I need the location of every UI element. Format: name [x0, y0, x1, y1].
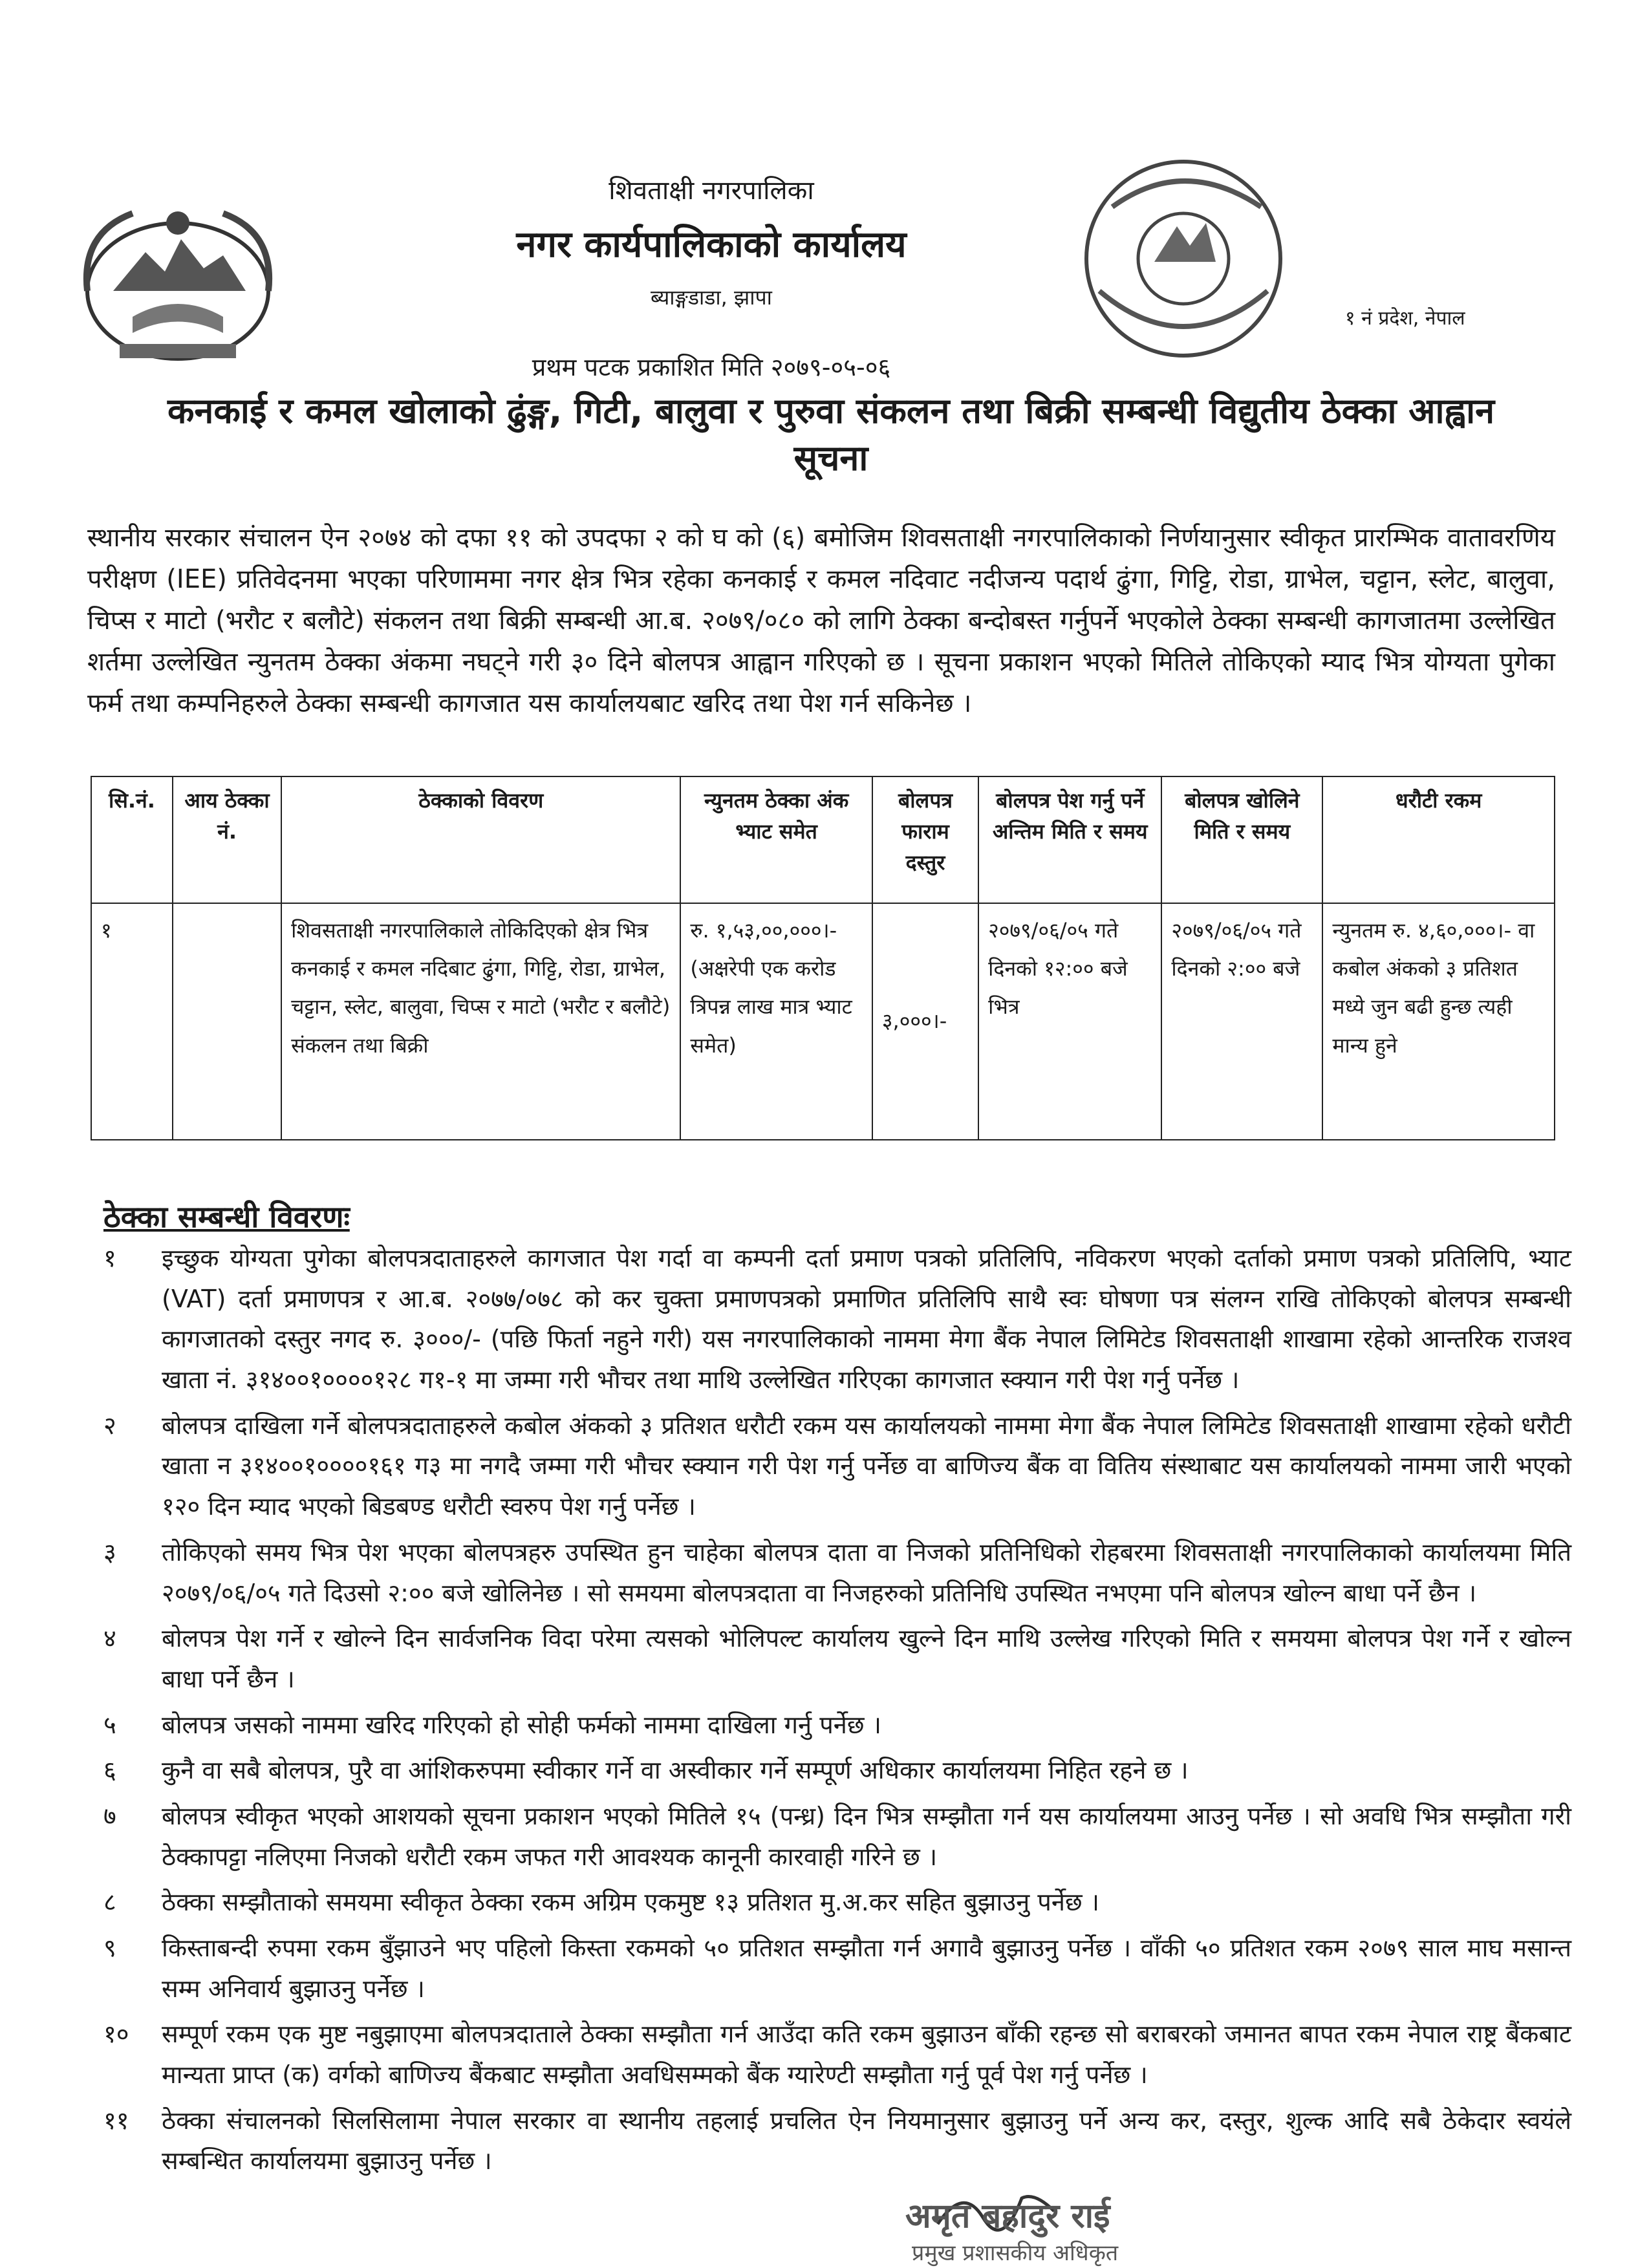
- municipality-name: शिवताक्षी नगरपालिका: [609, 176, 814, 206]
- office-name: नगर कार्यपालिकाको कार्यालय: [516, 224, 907, 266]
- tender-table: [91, 776, 1555, 1140]
- list-item-text: बोलपत्र जसको नाममा खरिद गरिएको हो सोही फर्मको नाममा दाखिला गर्नु पर्नेछ ।: [162, 1710, 882, 1739]
- list-item: [84, 2101, 1571, 2181]
- col-sn: सि.नं.: [91, 776, 173, 903]
- list-item-text: इच्छुक योग्यता पुगेका बोलपत्रदाताहरुले कागजात पेश गर्दा वा कम्पनी दर्ता प्रमाण पत्रको प्रतिलिपि, नविकरण भएको दर्ताको प्रमाण पत्रको प्रतिलिपि, भ्याट (VAT) दर्ता प्रमाणपत्र र आ.ब. २०७७/०७८ को कर चुक्ता प्रमाणपत्रको प्रमाणित प्रतिलिपि साथै स्वः घोषणा पत्र संलग्न राखि तोकिएको बोलपत्र सम्बन्धी कागजातको दस्तुर नगद रु. ३०००/- (पछि फिर्ता नहुने गरी) यस नगरपालिकाको नाममा मेगा बैंक नेपाल लिमिटेड शिवसताक्षी शाखामा रहेको आन्तरिक राजश्व खाता नं. ३१४००१००००१२८ ग१-१ मा जम्मा गरी भौचर तथा माथि उल्लेखित गरिएका कागजात स्क्यान गरी पेश गर्नु पर्नेछ ।: [162, 1244, 1571, 1395]
- list-item-text: ठेक्का सम्झौताको समयमा स्वीकृत ठेक्का रकम अग्रिम एकमुष्ट १३ प्रतिशत मु.अ.कर सहित बुझाउनु पर्नेछ ।: [162, 1888, 1100, 1917]
- list-item: [84, 1238, 1571, 1400]
- cell-opening-time: २०७९/०६/०५ गते दिनको २:०० बजे: [1161, 903, 1322, 1140]
- office-seal-icon: [1073, 149, 1293, 381]
- list-item-number: २: [103, 1411, 116, 1440]
- list-item-text: बोलपत्र पेश गर्ने र खोल्ने दिन सार्वजनिक विदा परेमा त्यसको भोलिपल्ट कार्यालय खुल्ने दिन माथि उल्लेख गरिएको मिति र समयमा बोलपत्र पेश गर्ने र खोल्न बाधा पर्ने छैन ।: [162, 1624, 1571, 1693]
- list-item-text: किस्ताबन्दी रुपमा रकम बुँझाउने भए पहिलो किस्ता रकमको ५० प्रतिशत सम्झौता गर्न अगावै बुझाउनु पर्नेछ । वाँकी ५० प्रतिशत रकम २०७९ साल माघ मसान्त सम्म अनिवार्य बुझाउनु पर्नेछ ।: [162, 1934, 1571, 2003]
- list-item: [84, 1750, 1571, 1791]
- col-form-fee: बोलपत्र फाराम दस्तुर: [872, 776, 978, 903]
- col-deposit: धरौटी रकम: [1322, 776, 1555, 903]
- cell-submission-deadline: २०७९/०६/०५ गते दिनको १२:०० बजे भित्र: [978, 903, 1161, 1140]
- list-item-text: सम्पूर्ण रकम एक मुष्ट नबुझाएमा बोलपत्रदाताले ठेक्का सम्झौता गर्न आउँदा कति रकम बुझाउन बाँकी रहन्छ सो बराबरको जमानत बापत रकम नेपाल राष्ट्र बैंकबाट मान्यता प्राप्त (क) वर्गको बाणिज्य बैंकबाट सम्झौता अवधिसम्मको बैंक ग्यारेण्टी सम्झौता गर्नु पूर्व पेश गर्नु पर्नेछ ।: [162, 2020, 1571, 2090]
- list-item-text: बोलपत्र स्वीकृत भएको आशयको सूचना प्रकाशन भएको मितिले १५ (पन्ध्र) दिन भित्र सम्झौता गर्न यस कार्यालयमा आउनु पर्नेछ । सो अवधि भित्र सम्झौता गरी ठेक्कापट्टा नलिएमा निजको धरौटी रकम जफत गरी आवश्यक कानूनी कारवाही गरिने छ ।: [162, 1801, 1571, 1871]
- nepal-emblem-icon: [74, 194, 281, 369]
- cell-form-fee: ३,०००।-: [872, 903, 978, 1140]
- notice-title-line2: सूचना: [793, 437, 868, 478]
- list-item: [84, 1532, 1571, 1613]
- list-item-number: १: [103, 1244, 116, 1272]
- list-item-number: ४: [103, 1624, 116, 1653]
- col-revenue-contract-no: आय ठेक्का नं.: [173, 776, 281, 903]
- cell-sn: १: [91, 903, 173, 1140]
- list-item: [84, 1796, 1571, 1877]
- list-item: [84, 1618, 1571, 1699]
- list-item-number: १०: [103, 2020, 129, 2049]
- list-item: [84, 1705, 1571, 1746]
- cell-revenue-contract-no: [173, 903, 281, 1140]
- list-item-number: ३: [103, 1537, 116, 1567]
- list-item-text: कुनै वा सबै बोलपत्र, पुरै वा आंशिकरुपमा स्वीकार गर्ने वा अस्वीकार गर्ने सम्पूर्ण अधिकार कार्यालयमा निहित रहने छ ।: [162, 1756, 1189, 1785]
- notice-title-line1: कनकाई र कमल खोलाको ढुंङ्ग, गिटी, बालुवा र पुरुवा संकलन तथा बिक्री सम्बन्धी विद्युतीय ठेक्का आह्वान: [167, 390, 1495, 431]
- cell-deposit: न्युनतम रु. ४,६०,०००।- वा कबोल अंकको ३ प्रतिशत मध्ये जुन बढी हुन्छ त्यही मान्य हुने: [1322, 903, 1555, 1140]
- province-label: १ नं प्रदेश, नेपाल: [1345, 307, 1465, 330]
- details-list: [84, 1238, 1571, 2187]
- list-item: [84, 1406, 1571, 1527]
- table-header-row: [91, 776, 1555, 903]
- signature-block: [905, 2192, 1293, 2266]
- letterhead: [323, 171, 1099, 383]
- signatory-name: अमृत बहादुर राई: [905, 2197, 1110, 2236]
- list-item-text: ठेक्का संचालनको सिलसिलामा नेपाल सरकार वा स्थानीय तहलाई प्रचलित ऐन नियमानुसार बुझाउनु पर्ने अन्य कर, दस्तुर, शुल्क आदि सबै ठेकेदार स्वयंले सम्बन्धित कार्यालयमा बुझाउनु पर्नेछ ।: [162, 2106, 1571, 2176]
- list-item-text: तोकिएको समय भित्र पेश भएका बोलपत्रहरु उपस्थित हुन चाहेका बोलपत्र दाता वा निजको प्रतिनिधिको रोहबरमा शिवसताक्षी नगरपालिकाको कार्यालयमा मिति २०७९/०६/०५ गते दिउसो २:०० बजे खोलिनेछ । सो समयमा बोलपत्रदाता वा निजहरुको प्रतिनिधि उपस्थित नभएमा पनि बोलपत्र खोल्न बाधा पर्ने छैन ।: [162, 1537, 1571, 1607]
- list-item: [84, 2014, 1571, 2095]
- published-date: प्रथम पटक प्रकाशित मिति २०७९-०५-०६: [532, 353, 891, 381]
- col-min-amount: न्युनतम ठेक्का अंक भ्याट समेत: [680, 776, 872, 903]
- details-heading: ठेक्का सम्बन्धी विवरणः: [103, 1199, 350, 1234]
- list-item: [84, 1928, 1571, 2009]
- col-description: ठेक्काको विवरण: [281, 776, 680, 903]
- col-opening-time: बोलपत्र खोलिने मिति र समय: [1161, 776, 1322, 903]
- list-item-number: ८: [103, 1888, 116, 1917]
- list-item-text: बोलपत्र दाखिला गर्ने बोलपत्रदाताहरुले कबोल अंकको ३ प्रतिशत धरौटी रकम यस कार्यालयको नाममा मेगा बैंक नेपाल लिमिटेड शिवसताक्षी शाखामा रहेको धरौटी खाता न ३१४००१००००१६१ ग३ मा नगदै जम्मा गरी भौचर स्क्यान गरी पेश गर्नु पर्नेछ वा बाणिज्य बैंक वा वितिय संस्थाबाट यस कार्यालयको नाममा जारी भएको १२० दिन म्याद भएको बिडबण्ड धरौटी स्वरुप पेश गर्नु पर्नेछ ।: [162, 1411, 1571, 1521]
- cell-description: शिवसताक्षी नगरपालिकाले तोकिदिएको क्षेत्र भित्र कनकाई र कमल नदिबाट ढुंगा, गिट्टि, रोडा, ग्राभेल, चट्टान, स्लेट, बालुवा, चिप्स र माटो (भरौट र बलौटे) संकलन तथा बिक्री: [281, 903, 680, 1140]
- list-item-number: ११: [103, 2106, 129, 2135]
- list-item-number: ७: [103, 1801, 116, 1830]
- office-address: ब्याङ्गडाडा, झापा: [651, 285, 772, 310]
- list-item-number: ९: [103, 1934, 116, 1962]
- list-item-number: ५: [103, 1710, 116, 1739]
- list-item: [84, 1882, 1571, 1923]
- signatory-title: प्रमुख प्रशासकीय अधिकृत: [912, 2240, 1119, 2266]
- col-submission-deadline: बोलपत्र पेश गर्नु पर्ने अन्तिम मिति र समय: [978, 776, 1161, 903]
- intro-paragraph: स्थानीय सरकार संचालन ऐन २०७४ को दफा ११ को उपदफा २ को घ को (६) बमोजिम शिवसताक्षी नगरपालिकाको निर्णयानुसार स्वीकृत प्रारम्भिक वातावरणिय परीक्षण (IEE) प्रतिवेदनमा भएका परिणाममा नगर क्षेत्र भित्र रहेका कनकाई र कमल नदिवाट नदीजन्य पदार्थ ढुंगा, गिट्टि, रोडा, ग्राभेल, चट्टान, स्लेट, बालुवा, चिप्स र माटो (भरौट र बलौटे) संकलन तथा बिक्री सम्बन्धी आ.ब. २०७९/०८० को लागि ठेक्का बन्दोबस्त गर्नुपर्ने भएकोले ठेक्का सम्बन्धी कागजातमा उल्लेखित शर्तमा उल्लेखित न्युनतम ठेक्का अंकमा नघट्ने गरी ३० दिने बोलपत्र आह्वान गरिएको छ । सूचना प्रकाशन भएको मितिले तोकिएको म्याद भित्र योग्यता पुगेका फर्म तथा कम्पनिहरुले ठेक्का सम्बन्धी कागजात यस कार्यालयबाट खरिद तथा पेश गर्न सकिनेछ ।: [87, 523, 1555, 718]
- list-item-number: ६: [103, 1756, 116, 1785]
- cell-min-amount: रु. १,५३,००,०००।- (अक्षरेपी एक करोड त्रिपन्न लाख मात्र भ्याट समेत): [680, 903, 872, 1140]
- notice-title: [78, 388, 1584, 482]
- table-row: [91, 903, 1555, 1140]
